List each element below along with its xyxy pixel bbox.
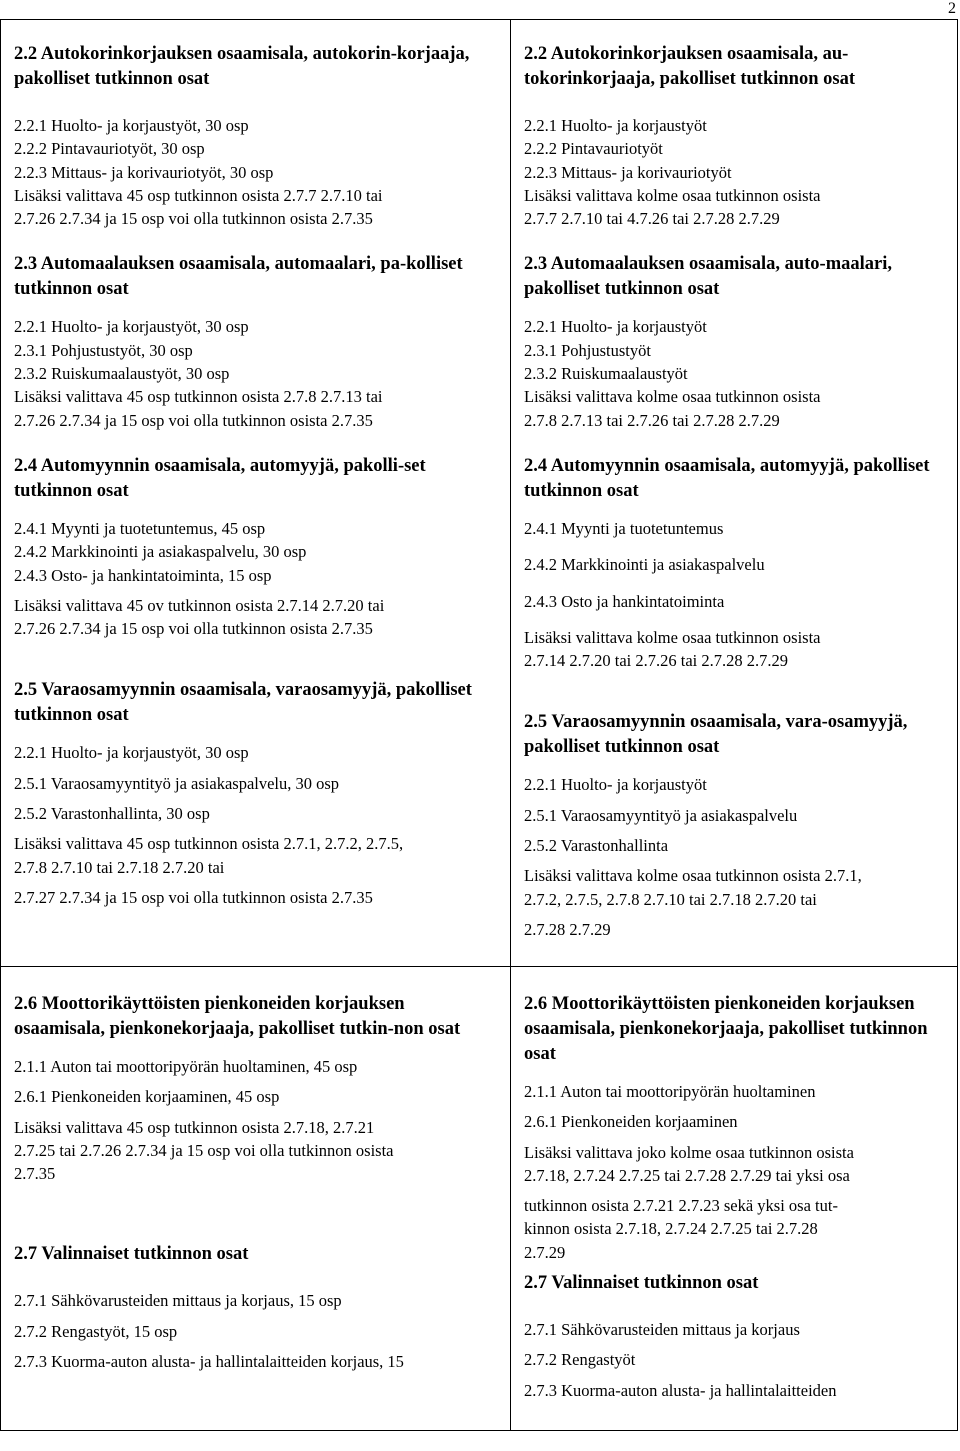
section-heading: 2.3 Automaalauksen osaamisala, automaalari, pa-kolliset tutkinnon osat — [14, 254, 463, 300]
text-line: 2.7.3 Kuorma-auton alusta- ja hallintalaitteiden korjaus, 15 — [14, 1352, 404, 1372]
left-column-cell — [1, 20, 511, 967]
section-heading: 2.2 Autokorinkorjauksen osaamisala, autokorin-korjaaja, pakolliset tutkinnon osat — [14, 44, 470, 89]
text-line: 2.7.8 2.7.10 tai 2.7.18 2.7.20 tai — [14, 857, 225, 877]
right-column-cell — [511, 20, 958, 967]
text-line: 2.4.1 Myynti ja tuotetuntemus, 45 osp — [14, 518, 266, 538]
text-line: 2.7.26 2.7.34 ja 15 osp voi olla tutkinnon osista 2.7.35 — [14, 619, 373, 639]
text-line: 2.2.1 Huolto- ja korjaustyöt — [524, 317, 707, 337]
text-line: 2.3.1 Pohjustustyöt — [524, 340, 651, 360]
text-line: tutkinnon osista 2.7.21 2.7.23 sekä yksi osa tut- — [524, 1196, 838, 1216]
text-line: 2.5.2 Varastonhallinta — [524, 836, 669, 856]
text-line: Lisäksi valittava 45 osp tutkinnon osista 2.7.18, 2.7.21 — [14, 1117, 375, 1137]
text-line: 2.3.2 Ruiskumaalaustyöt — [524, 364, 688, 384]
text-line: 2.7.2, 2.7.5, 2.7.8 2.7.10 tai 2.7.18 2.7.20 tai — [524, 889, 817, 909]
text-line: 2.3.2 Ruiskumaalaustyöt, 30 osp — [14, 364, 230, 384]
text-line: 2.4.2 Markkinointi ja asiakaspalvelu, 30 osp — [14, 542, 307, 562]
text-line: 2.5.1 Varaosamyyntityö ja asiakaspalvelu, 30 osp — [14, 773, 340, 793]
text-line: 2.7.27 2.7.34 ja 15 osp voi olla tutkinnon osista 2.7.35 — [14, 887, 373, 907]
text-line: 2.7.28 2.7.29 — [524, 919, 611, 939]
text-line: Lisäksi valittava kolme osaa tutkinnon osista — [524, 387, 821, 407]
text-line: 2.4.3 Osto ja hankintatoiminta — [524, 591, 725, 611]
text-line: Lisäksi valittava kolme osaa tutkinnon osista — [524, 627, 821, 647]
text-line: 2.7.1 Sähkövarusteiden mittaus ja korjaus, 15 osp — [14, 1291, 342, 1311]
text-line: 2.2.3 Mittaus- ja korivauriotyöt, 30 osp — [14, 162, 274, 182]
section-heading: 2.4 Automyynnin osaamisala, automyyjä, pakolliset tutkinnon osat — [524, 455, 930, 501]
text-line: 2.7.7 2.7.10 tai 4.7.26 tai 2.7.28 2.7.29 — [524, 209, 780, 229]
text-line: 2.4.3 Osto- ja hankintatoiminta, 15 osp — [14, 565, 272, 585]
section-heading: 2.5 Varaosamyynnin osaamisala, vara-osamyyjä, pakolliset tutkinnon osat — [524, 712, 908, 758]
text-line: 2.5.2 Varastonhallinta, 30 osp — [14, 804, 210, 824]
curriculum-comparison-table — [0, 19, 958, 1431]
text-line: Lisäksi valittava 45 ov tutkinnon osista 2.7.14 2.7.20 tai — [14, 595, 385, 615]
text-line: 2.7.8 2.7.13 tai 2.7.26 tai 2.7.28 2.7.29 — [524, 410, 780, 430]
text-line: 2.7.26 2.7.34 ja 15 osp voi olla tutkinnon osista 2.7.35 — [14, 410, 373, 430]
text-line: 2.7.25 tai 2.7.26 2.7.34 ja 15 osp voi olla tutkinnon osista — [14, 1140, 394, 1160]
text-line: kinnon osista 2.7.18, 2.7.24 2.7.25 tai 2.7.28 — [524, 1219, 818, 1239]
section-heading: 2.2 Autokorinkorjauksen osaamisala, au-tokorinkorjaaja, pakolliset tutkinnon osat — [524, 44, 855, 89]
text-line: Lisäksi valittava 45 osp tutkinnon osista 2.7.7 2.7.10 tai — [14, 185, 383, 205]
table-row — [1, 967, 958, 1431]
text-line: 2.2.1 Huolto- ja korjaustyöt, 30 osp — [14, 317, 249, 337]
section-heading: 2.4 Automyynnin osaamisala, automyyjä, pakolli-set tutkinnon osat — [14, 455, 426, 501]
text-line: 2.7.35 — [14, 1164, 56, 1184]
text-line: Lisäksi valittava kolme osaa tutkinnon osista — [524, 185, 821, 205]
text-line: Lisäksi valittava kolme osaa tutkinnon osista 2.7.1, — [524, 866, 862, 886]
text-line: 2.6.1 Pienkoneiden korjaaminen — [524, 1112, 738, 1132]
text-line: 2.7.29 — [524, 1242, 566, 1262]
text-line: 2.7.2 Rengastyöt — [524, 1350, 636, 1370]
text-line: 2.4.1 Myynti ja tuotetuntemus — [524, 518, 724, 538]
text-line: 2.3.1 Pohjustustyöt, 30 osp — [14, 340, 193, 360]
section-heading: 2.7 Valinnaiset tutkinnon osat — [524, 1273, 759, 1294]
text-line: 2.7.26 2.7.34 ja 15 osp voi olla tutkinnon osista 2.7.35 — [14, 209, 373, 229]
text-line: 2.7.18, 2.7.24 2.7.25 tai 2.7.28 2.7.29 tai yksi osa — [524, 1165, 850, 1185]
table-row — [1, 20, 958, 967]
text-line: 2.6.1 Pienkoneiden korjaaminen, 45 osp — [14, 1087, 280, 1107]
text-line: 2.4.2 Markkinointi ja asiakaspalvelu — [524, 555, 765, 575]
section-heading: 2.5 Varaosamyynnin osaamisala, varaosamyyjä, pakolliset tutkinnon osat — [14, 680, 472, 726]
text-line: 2.2.1 Huolto- ja korjaustyöt — [524, 116, 707, 135]
page-number: 2 — [948, 0, 956, 17]
section-heading: 2.7 Valinnaiset tutkinnon osat — [14, 1244, 249, 1265]
text-line: 2.2.1 Huolto- ja korjaustyöt — [524, 775, 707, 795]
text-line: 2.2.2 Pintavauriotyöt, 30 osp — [14, 139, 205, 159]
text-line: Lisäksi valittava 45 osp tutkinnon osista 2.7.8 2.7.13 tai — [14, 387, 383, 407]
text-line: 2.7.3 Kuorma-auton alusta- ja hallintalaitteiden — [524, 1380, 837, 1400]
section-heading: 2.3 Automaalauksen osaamisala, auto-maalari, pakolliset tutkinnon osat — [524, 254, 892, 300]
text-line: 2.7.14 2.7.20 tai 2.7.26 tai 2.7.28 2.7.29 — [524, 651, 788, 671]
right-column-cell — [511, 967, 958, 1431]
text-line: 2.7.1 Sähkövarusteiden mittaus ja korjaus — [524, 1320, 800, 1340]
text-line: 2.2.2 Pintavauriotyöt — [524, 139, 663, 159]
text-line: 2.2.1 Huolto- ja korjaustyöt, 30 osp — [14, 116, 249, 135]
text-line: 2.2.1 Huolto- ja korjaustyöt, 30 osp — [14, 743, 249, 763]
text-line: 2.7.2 Rengastyöt, 15 osp — [14, 1321, 178, 1341]
text-line: 2.5.1 Varaosamyyntityö ja asiakaspalvelu — [524, 805, 798, 825]
text-line: 2.2.3 Mittaus- ja korivauriotyöt — [524, 162, 732, 182]
section-heading: 2.6 Moottorikäyttöisten pienkoneiden korjauksen osaamisala, pienkonekorjaaja, pakolliset tutkinnon osat — [524, 994, 928, 1064]
text-line: 2.1.1 Auton tai moottoripyörän huoltaminen, 45 osp — [14, 1057, 358, 1076]
text-line: Lisäksi valittava 45 osp tutkinnon osista 2.7.1, 2.7.2, 2.7.5, — [14, 834, 404, 854]
text-line: Lisäksi valittava joko kolme osaa tutkinnon osista — [524, 1142, 854, 1162]
left-column-cell — [1, 967, 511, 1431]
section-heading: 2.6 Moottorikäyttöisten pienkoneiden korjauksen osaamisala, pienkonekorjaaja, pakolliset tutkin-non osat — [14, 994, 461, 1039]
text-line: 2.1.1 Auton tai moottoripyörän huoltaminen — [524, 1082, 816, 1101]
